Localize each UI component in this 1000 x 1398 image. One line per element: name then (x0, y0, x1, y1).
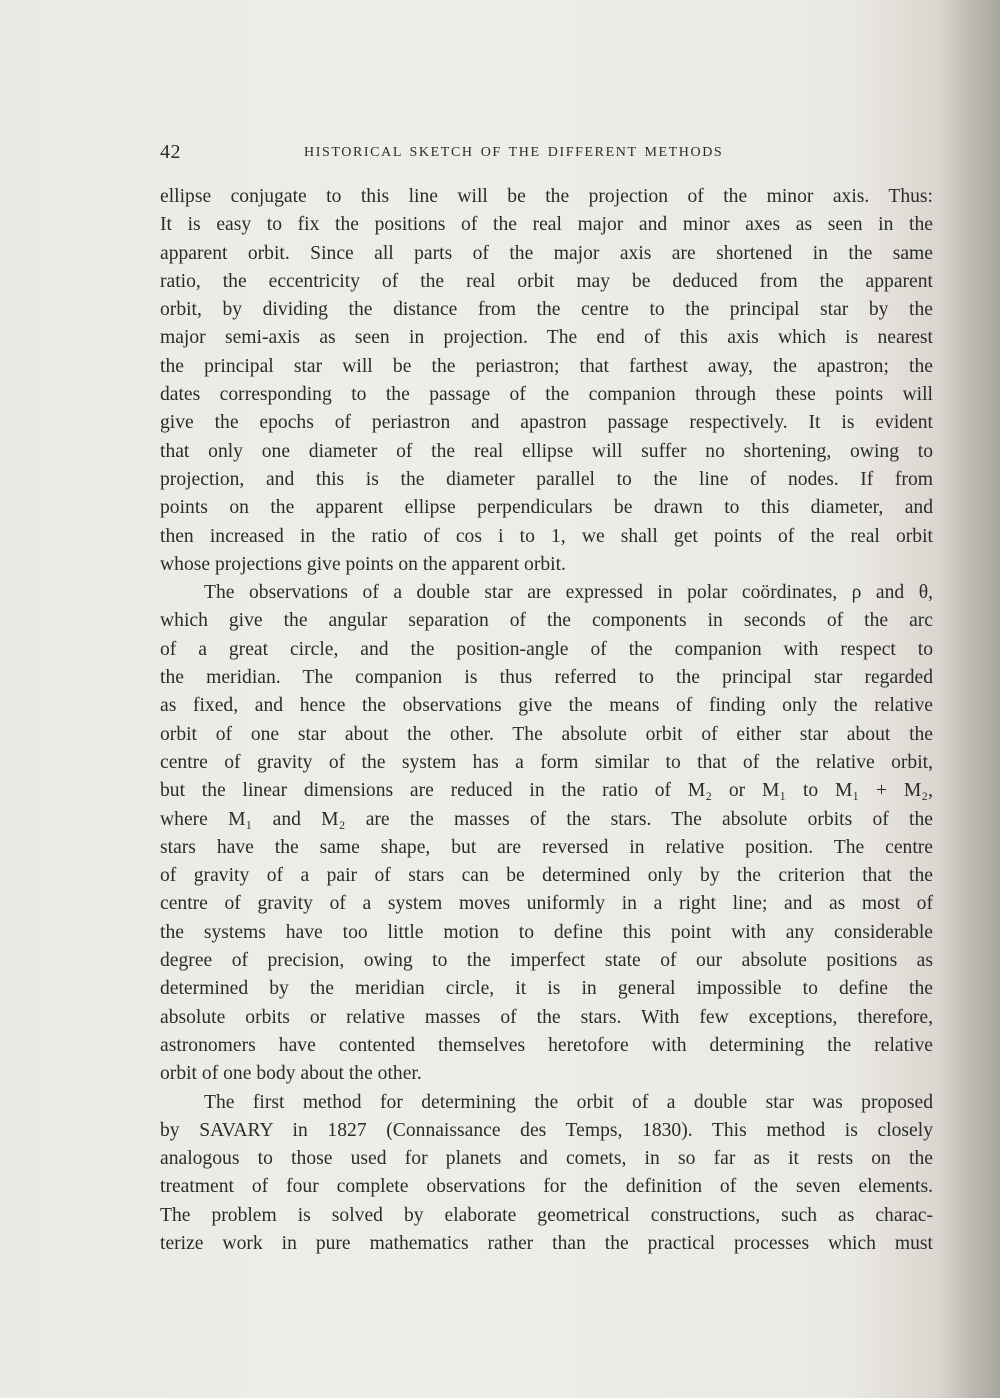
text-line: ellipse conjugate to this line will be the projection of the minor axis. Thus: (160, 186, 933, 207)
text-line: by SAVARY in 1827 (Connaissance des Temps, 1830). This method is closely (160, 1119, 933, 1141)
text-line: then increased in the ratio of cos i to 1, we shall get points of the real orbit (160, 525, 933, 547)
text-line: the systems have too little motion to define this point with any considerable (160, 921, 933, 943)
running-title: HISTORICAL SKETCH OF THE DIFFERENT METHODS (304, 145, 724, 160)
text-line: determined by the meridian circle, it is in general impossible to define the (160, 978, 933, 1000)
text-line: the principal star will be the periastron; that farthest away, the apastron; the (160, 355, 933, 377)
text-line: projection, and this is the diameter parallel to the line of nodes. If from (160, 468, 933, 490)
page-number: 42 (160, 141, 181, 163)
text-line: absolute orbits or relative masses of the stars. With few exceptions, therefore, (160, 1006, 933, 1028)
text-line: dates corresponding to the passage of the companion through these points will (160, 384, 933, 406)
text-line: ratio, the eccentricity of the real orbit may be deduced from the apparent (160, 270, 933, 292)
text-line: which give the angular separation of the components in seconds of the arc (160, 610, 933, 632)
text-line: The problem is solved by elaborate geometrical constructions, such as charac- (160, 1204, 933, 1226)
text-line: as fixed, and hence the observations give the means of finding only the relative (160, 695, 933, 717)
text-line: centre of gravity of a system moves uniformly in a right line; and as most of (160, 893, 933, 915)
text-line: points on the apparent ellipse perpendiculars be drawn to this diameter, and (160, 497, 933, 519)
text-line: the meridian. The companion is thus referred to the principal star regarded (160, 667, 933, 689)
text-line: whose projections give points on the apparent orbit. (160, 553, 566, 575)
text-line: of gravity of a pair of stars can be determined only by the criterion that the (160, 865, 933, 887)
paragraph-1 (160, 183, 933, 579)
text-line: The first method for determining the orbit of a double star was proposed (204, 1091, 933, 1113)
text-line: terize work in pure mathematics rather than the practical processes which must (160, 1232, 933, 1254)
running-head (160, 141, 935, 165)
text-line: stars have the same shape, but are reversed in relative position. The centre (160, 836, 933, 858)
text-line: major semi-axis as seen in projection. The end of this axis which is nearest (160, 327, 933, 349)
text-line: degree of precision, owing to the imperfect state of our absolute positions as (160, 950, 933, 972)
text-line: treatment of four complete observations for the definition of the seven elements. (160, 1176, 933, 1198)
text-line: where M₁ and M₂ are the masses of the stars. The absolute orbits of the (160, 808, 933, 830)
text-line: It is easy to fix the positions of the real major and minor axes as seen in the (160, 214, 933, 236)
text-line: centre of gravity of the system has a form similar to that of the relative orbit, (160, 751, 933, 773)
paragraph-3 (160, 1089, 933, 1259)
text-line: that only one diameter of the real ellipse will suffer no shortening, owing to (160, 440, 933, 462)
text-line: The observations of a double star are expressed in polar coördinates, ρ and θ, (204, 582, 933, 604)
text-line: give the epochs of periastron and apastron passage respectively. It is evident (160, 412, 933, 434)
text-line: of a great circle, and the position-angle of the companion with respect to (160, 638, 933, 660)
text-line: apparent orbit. Since all parts of the major axis are shortened in the same (160, 242, 933, 264)
text-line: orbit of one star about the other. The absolute orbit of either star about the (160, 723, 933, 745)
body-text (160, 183, 933, 1258)
text-line: orbit, by dividing the distance from the centre to the principal star by the (160, 299, 933, 321)
paragraph-2 (160, 579, 933, 1088)
text-line: astronomers have contented themselves heretofore with determining the relative (160, 1034, 933, 1056)
text-line: but the linear dimensions are reduced in the ratio of M₂ or M₁ to M₁ + M₂, (160, 780, 933, 802)
text-line: orbit of one body about the other. (160, 1063, 422, 1085)
text-line: analogous to those used for planets and comets, in so far as it rests on the (160, 1148, 933, 1170)
